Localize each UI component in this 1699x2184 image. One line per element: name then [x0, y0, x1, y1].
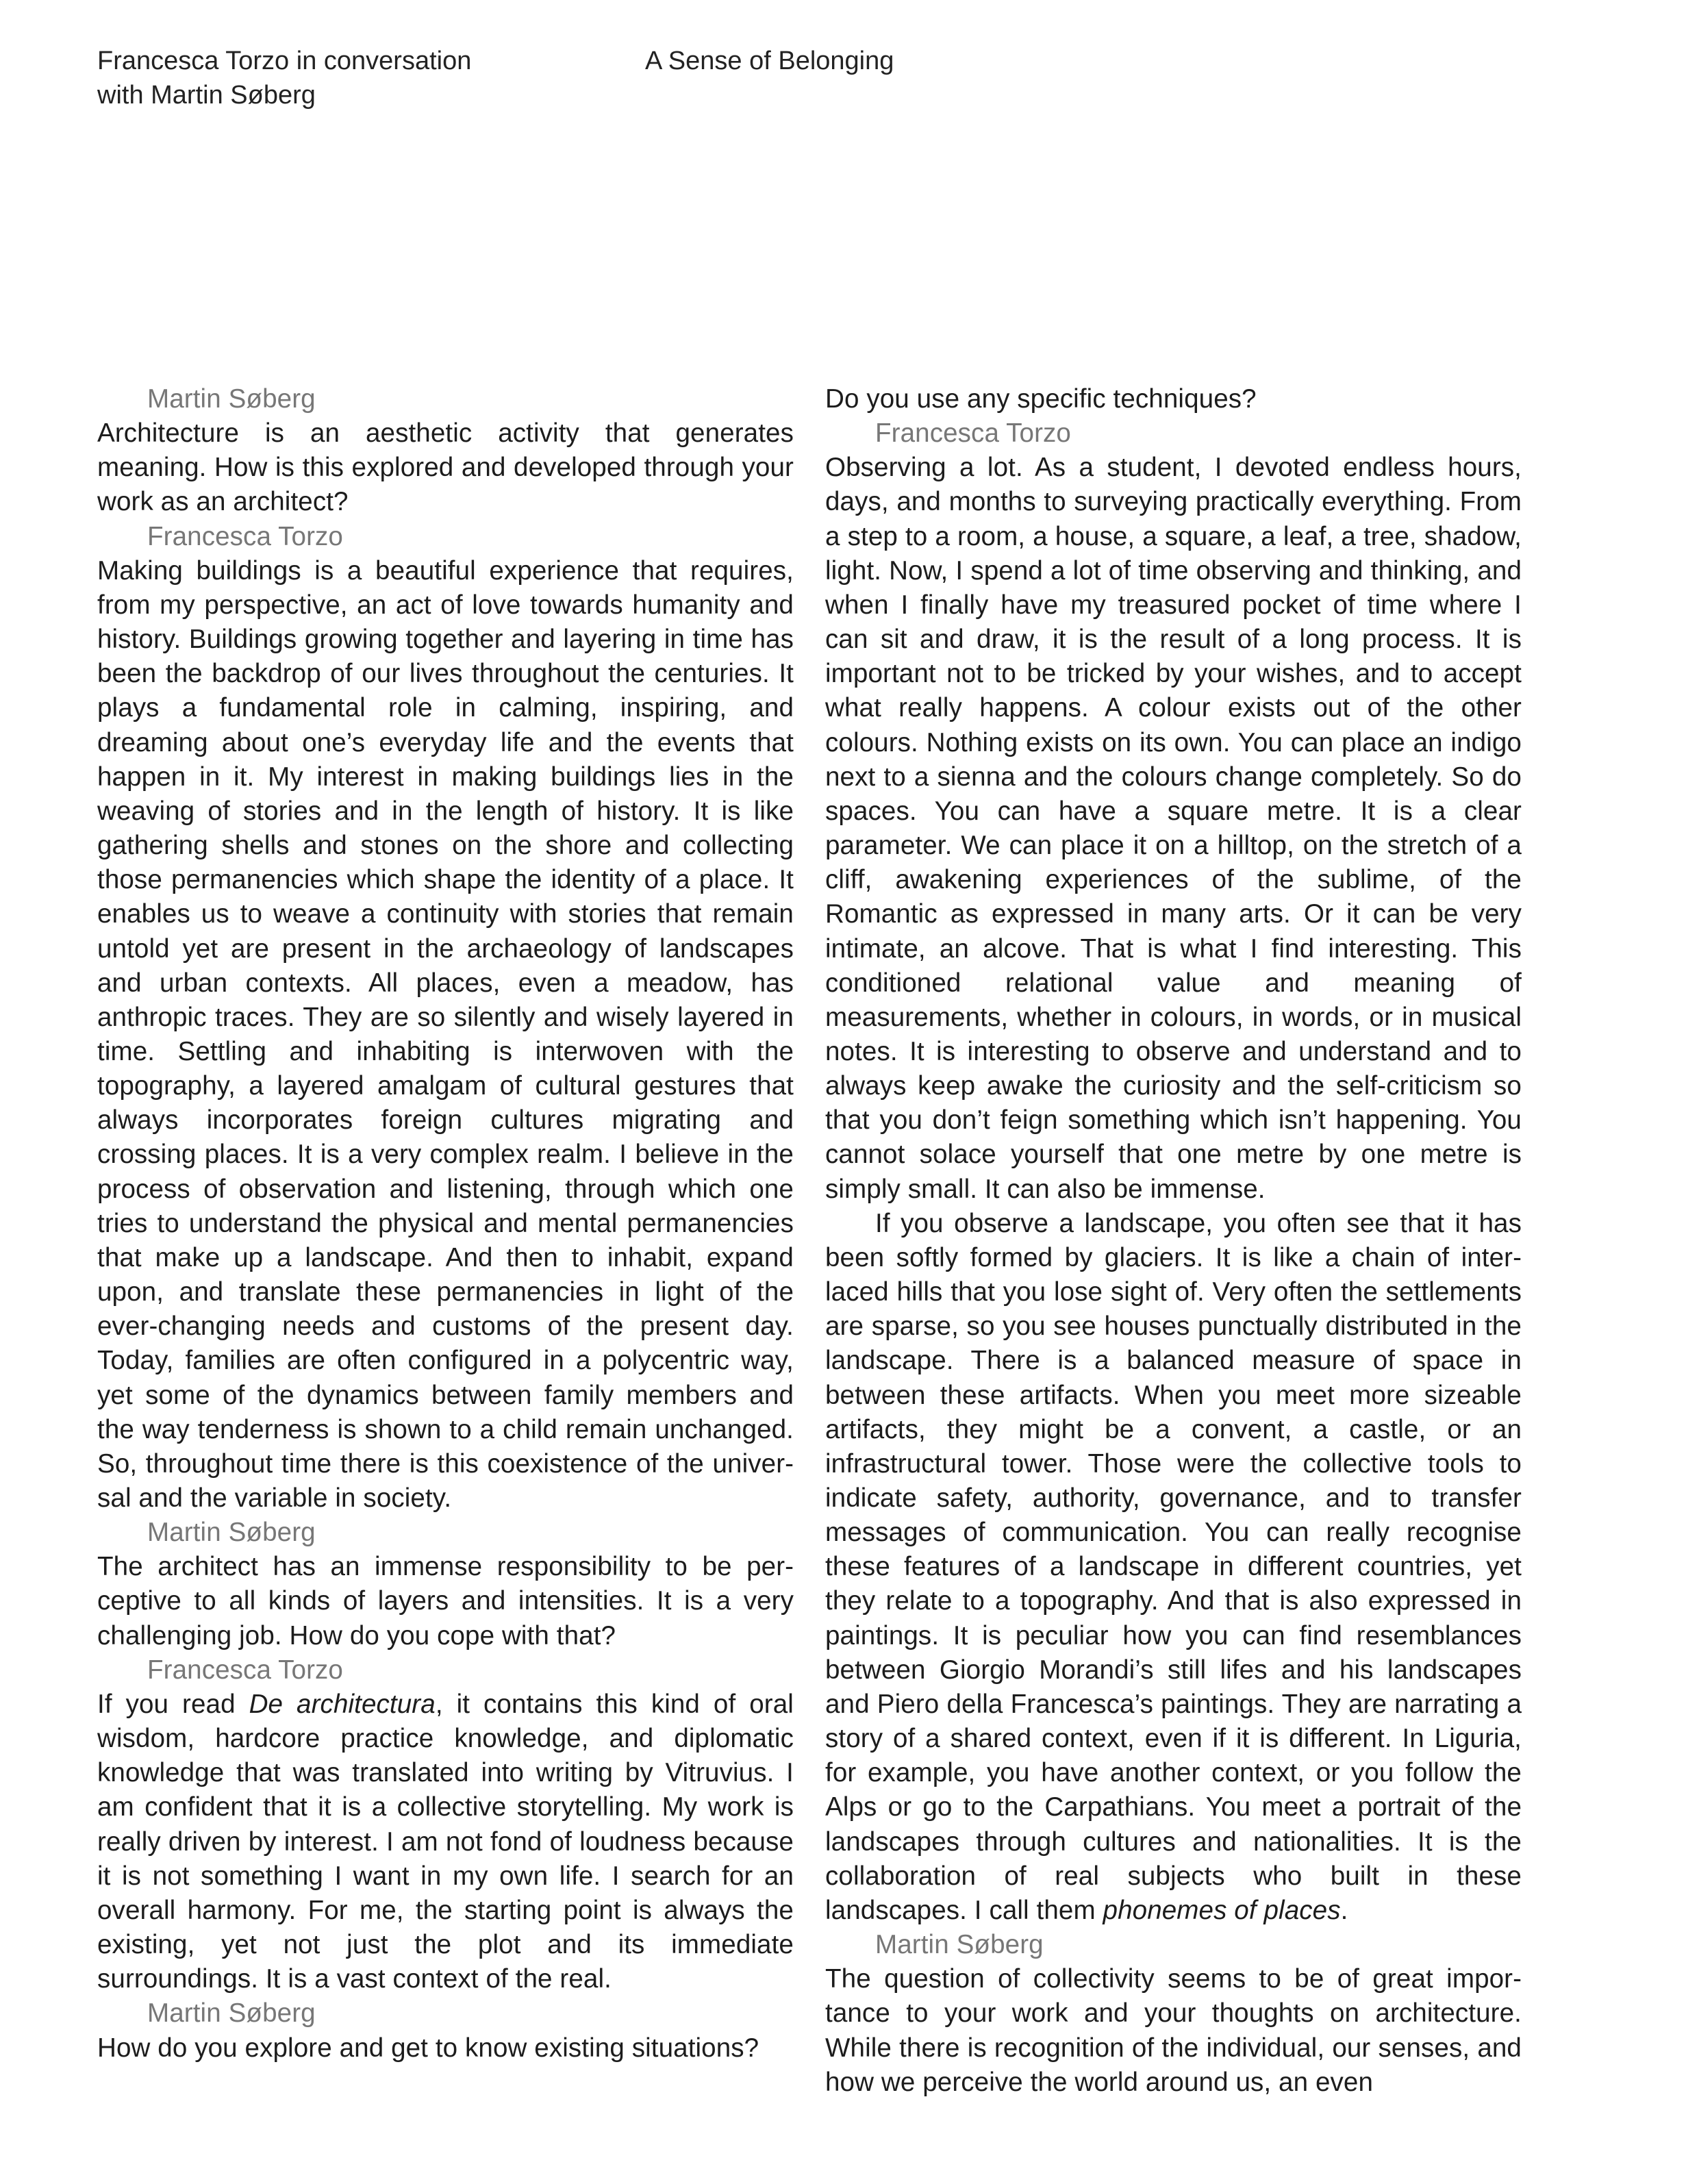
question-paragraph: Architecture is an aesthetic activity that generates meaning. How is this explored and developed through your work as an architect?: [97, 418, 794, 517]
answer-paragraph: Making buildings is a beautiful experience that requires, from my perspective, an act of love towards humanity and history. Buildings growing together and layering in time has been the backdrop of our lives throughout the centuries. It plays a fundamental role in calming, inspiring, and dreaming about one’s everyday life and the events that happen in it. My interest in making buildings lies in the weaving of stories and in the length of history. It is like gathering shells and stones on the shore and collecting those permanencies which shape the identity of a place. It enables us to weave a continuity with stories that remain untold yet are present in the archaeology of landscapes and urban contexts. All places, even a meadow, has anthropic traces. They are so silently and wisely layered in time. Settling and inhabiting is interwoven with the topography, a layered amalgam of cultural gestures that always incorporates foreign cultures migrating and crossing places. It is a very complex realm. I believe in the process of observation and listening, through which one tries to understand the physical and mental permanencies that make up a landscape. And then to inhabit, expand upon, and translate these permanencies in light of the ever-changing needs and customs of the present day. Today, families are often configured in a polycentric way, yet some of the dynamics between family members and the way tenderness is shown to a child remain unchanged. So, throughout time there is this coexistence of the universal and the variable in society.: [97, 555, 794, 1513]
answer-text: , it contains this kind of oral wisdom, hardcore practice knowledge, and diplomatic knowledge that was translated into writing by Vitruvius. I am confident that it is a collective storytelling. My work is really driven by interest. I am not fond of loudness because it is not something I want in my own life. I search for an overall harmony. For me, the starting point is always the existing, yet not just the plot and its immediate surroundings. It is a vast context of the real.: [97, 1689, 794, 1994]
speaker-label: Francesca Torzo: [875, 418, 1071, 449]
left-column: [97, 382, 794, 2066]
question-paragraph: Do you use any specific techniques?: [825, 384, 1257, 414]
question-paragraph: The architect has an immense responsibility to be perceptive to all kinds of layers and intensities. It is a very challenging job. How do you cope with that?: [97, 1552, 794, 1650]
speaker-label: Martin Søberg: [147, 1518, 316, 1548]
question-paragraph: The question of collectivity seems to be of great importance to your work and your thoughts on architecture. While there is recognition of the individual, our senses, and how we perceive the world around us, an even: [825, 1964, 1522, 2097]
speaker-label: Francesca Torzo: [147, 521, 343, 551]
speaker-label: Martin Søberg: [875, 1930, 1044, 1960]
header-byline: [97, 44, 577, 112]
answer-text: If you read: [97, 1689, 249, 1719]
header-title: A Sense of Belonging: [645, 47, 894, 75]
speaker-label: Martin Søberg: [147, 384, 316, 414]
answer-text: If you observe a landscape, you often see that it has been softly formed by glaciers. It is like a chain of interlaced hills that you lose sight of. Very often the settlements are sparse, so you see houses punctually distributed in the landscape. There is a balanced measure of space in between these artifacts. When you meet more sizeable artifacts, they might be a convent, a castle, or an infrastructural tower. Those were the collective tools to indicate safety, authority, governance, and to transfer messages of communication. You can really recognise these features of a landscape in different countries, yet they relate to a topography. And that is also expressed in paintings. It is peculiar how you can find resemblances between Giorgio Morandi’s still lifes and his landscapes and Piero della Francesca’s paintings. They are narrating a story of a shared context, even if it is different. In Liguria, for example, you have another context, or you follow the Alps or go to the Carpathians. You meet a portrait of the landscapes through cultures and nationalities. It is the collaboration of real subjects who built in these landscapes. I call them: [825, 1208, 1522, 1925]
book-title: De architectura: [249, 1689, 436, 1719]
header-byline-line2: with Martin Søberg: [97, 81, 316, 110]
answer-text: .: [1340, 1895, 1348, 1925]
speaker-label: Martin Søberg: [147, 1998, 316, 2029]
question-paragraph: How do you explore and get to know existing situations?: [97, 2033, 759, 2063]
answer-paragraph: [825, 1207, 1522, 1928]
italic-phrase: phonemes of places: [1103, 1895, 1341, 1925]
right-column: [825, 382, 1522, 2100]
speaker-label: Francesca Torzo: [147, 1655, 343, 1685]
answer-paragraph: [97, 1687, 794, 1996]
answer-paragraph: Observing a lot. As a student, I devoted endless hours, days, and months to surveying practically everything. From a step to a room, a house, a square, a leaf, a tree, shadow, light. Now, I spend a lot of time observing and thinking, and when I finally have my treasured pocket of time where I can sit and draw, it is the result of a long process. It is important not to be tricked by your wishes, and to accept what really happens. A colour exists out of the other colours. Nothing exists on its own. You can place an indigo next to a sienna and the colours change completely. So do spaces. You can have a square metre. It is a clear parameter. We can place it on a hilltop, on the stretch of a cliff, awakening experiences of the sublime, of the Romantic as expressed in many arts. Or it can be very intimate, an alcove. That is what I find interesting. This conditioned relational value and meaning of measurements, whether in colours, in words, or in musical notes. It is interesting to observe and understand and to always keep awake the curiosity and the self-criticism so that you don’t feign something which isn’t happening. You cannot solace yourself that one metre by one metre is simply small. It can also be immense.: [825, 453, 1522, 1204]
header-byline-line1: Francesca Torzo in conversation: [97, 47, 472, 75]
